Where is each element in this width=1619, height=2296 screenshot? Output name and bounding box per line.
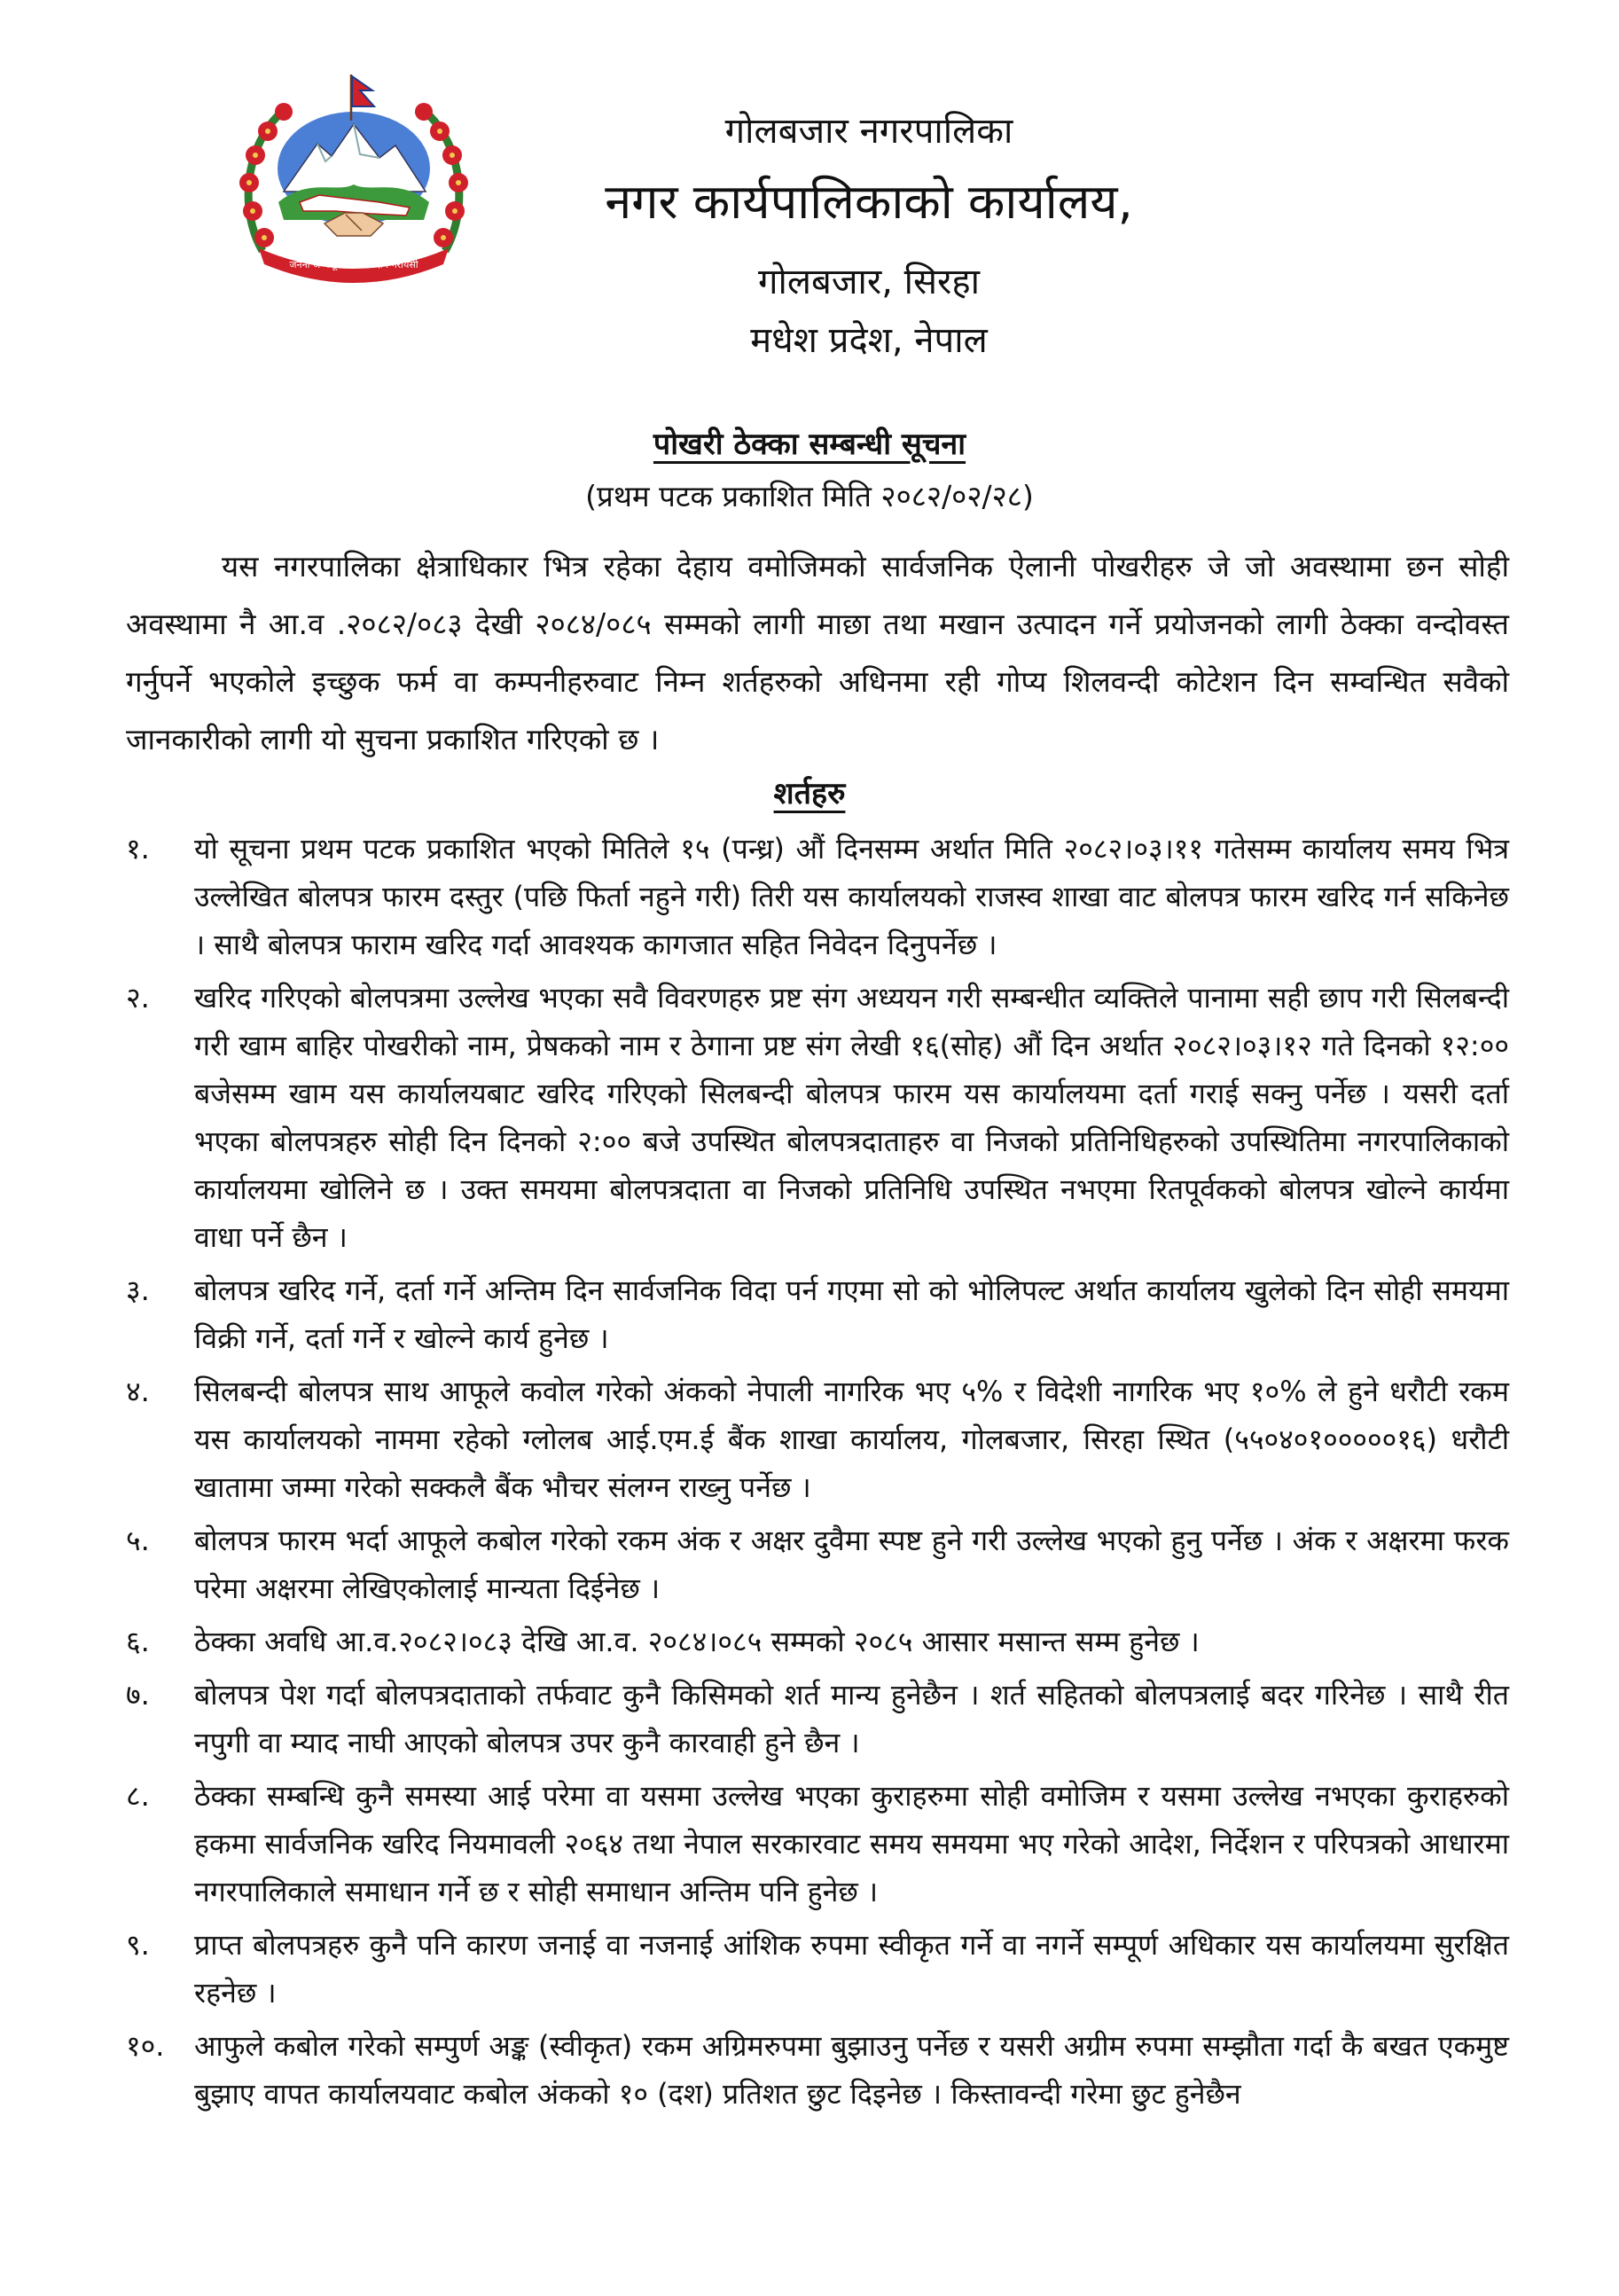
condition-text: बोलपत्र खरिद गर्ने, दर्ता गर्ने अन्तिम दिन सार्वजनिक विदा पर्न गएमा सो को भोलिपल्ट अर्थात कार्यालय खुलेको दिन सोही समयमा विक्री गर्ने, दर्ता गर्ने र खोल्ने कार्य हुनेछ । (194, 1273, 1509, 1355)
condition-item (126, 1772, 1509, 1916)
condition-text: सिलबन्दी बोलपत्र साथ आफूले कवोल गरेको अंकको नेपाली नागरिक भए ५% र विदेशी नागरिक भए १०% ले हुने धरौटी रकम यस कार्यालयको नाममा रहेको ग्लोलब आई.एम.ई बैंक शाखा कार्यालय, गोलबजार, सिरहा स्थित (५५०४०१०००००१६) धरौटी खातामा जम्मा गरेको सक्कलै बैंक भौचर संलग्न राख्नु पर्नेछ । (194, 1375, 1509, 1504)
condition-number: १०. (126, 2029, 165, 2063)
condition-number: ३. (126, 1273, 150, 1307)
publication-date: (प्रथम पटक प्रकाशित मिति २०८२/०२/२८) (585, 479, 1034, 513)
office-province: मधेश प्रदेश, नेपाल (750, 320, 988, 361)
notice-title: पोखरी ठेक्का सम्बन्धी सूचना (653, 427, 966, 462)
condition-item (126, 825, 1509, 968)
condition-number: १. (126, 832, 150, 866)
condition-text: ठेक्का सम्बन्धि कुनै समस्या आई परेमा वा यसमा उल्लेख भएका कुराहरुमा सोही वमोजिम र यसमा उल्लेख नभएका कुराहरुको हकमा सार्वजनिक खरिद नियमावली २०६४ तथा नेपाल सरकारवाट समय समयमा भए गरेको आदेश, निर्देशन र परिपत्रको आधारमा नगरपालिकाले समाधान गर्ने छ र सोही समाधान अन्तिम पनि हुनेछ । (194, 1779, 1509, 1908)
condition-number: ६. (126, 1625, 150, 1658)
condition-text: बोलपत्र फारम भर्दा आफूले कबोल गरेको रकम अंक र अक्षर दुवैमा स्पष्ट हुने गरी उल्लेख भएको हुनु पर्नेछ । अंक र अक्षरमा फरक परेमा अक्षरमा लेखिएकोलाई मान्यता दिईनेछ । (194, 1524, 1509, 1605)
conditions-list (126, 825, 1509, 2123)
condition-number: ८. (126, 1779, 150, 1813)
condition-text: बोलपत्र पेश गर्दा बोलपत्रदाताको तर्फवाट कुनै किसिमको शर्त मान्य हुनेछैन । शर्त सहितको बोलपत्रलाई बदर गरिनेछ । साथै रीत नपुगी वा म्याद नाघी आएको बोलपत्र उपर कुनै कारवाही हुने छैन । (194, 1678, 1509, 1759)
svg-text:जननी जन्मभूमिश्च स्वर्गादपि गर: जननी जन्मभूमिश्च स्वर्गादपि गरीयसी (289, 259, 418, 270)
condition-number: ५. (126, 1524, 150, 1557)
condition-number: २. (126, 981, 150, 1015)
condition-text: खरिद गरिएको बोलपत्रमा उल्लेख भएका सवै विवरणहरु प्रष्ट संग अध्ययन गरी सम्बन्धीत व्यक्तिले पानामा सही छाप गरी सिलबन्दी गरी खाम बाहिर पोखरीको नाम, प्रेषकको नाम र ठेगाना प्रष्ट संग लेखी १६(सोह) औं दिन अर्थात २०८२।०३।१२ गते दिनको १२:०० बजेसम्म खाम यस कार्यालयबाट खरिद गरिएको सिलबन्दी बोलपत्र फारम यस कार्यालयमा दर्ता गराई सक्नु पर्नेछ । यसरी दर्ता भएका बोलपत्रहरु सोही दिन दिनको २:०० बजे उपस्थित बोलपत्रदाताहरु वा निजको प्रतिनिधिहरुको उपस्थितिमा नगरपालिकाको कार्यालयमा खोलिने छ । उक्त समयमा बोलपत्रदाता वा निजको प्रतिनिधि उपस्थित नभएमा रितपूर्वकको बोलपत्र खोल्ने कार्यमा वाधा पर्ने छैन । (194, 981, 1509, 1254)
condition-item (126, 1516, 1509, 1612)
condition-item (126, 1671, 1509, 1767)
conditions-heading: शर्तहरु (773, 776, 846, 811)
condition-text: ठेक्का अवधि आ.व.२०८२।०८३ देखि आ.व. २०८४।०८५ सम्मको २०८५ आसार मसान्त सम्म हुनेछ । (194, 1625, 1200, 1658)
condition-number: ४. (126, 1375, 150, 1408)
nepal-emblem-logo (238, 69, 470, 284)
condition-item (126, 2022, 1509, 2118)
condition-item (126, 1921, 1509, 2017)
office-name: नगर कार्यपालिकाको कार्यालय, (605, 174, 1133, 230)
condition-item (126, 1367, 1509, 1511)
condition-text: आफुले कबोल गरेको सम्पुर्ण अङ्क (स्वीकृत) रकम अग्रिमरुपमा बुझाउनु पर्नेछ र यसरी अग्रीम रुपमा सम्झौता गर्दा कै बखत एकमुष्ट बुझाए वापत कार्यालयवाट कबोल अंकको १० (दश) प्रतिशत छुट दिइनेछ । किस्तावन्दी गरेमा छुट हुनेछैन (194, 2029, 1509, 2111)
condition-item (126, 1618, 1509, 1665)
intro-paragraph: यस नगरपालिका क्षेत्राधिकार भित्र रहेका देहाय वमोजिमको सार्वजनिक ऐलानी पोखरीहरु जे जो अवस्थामा छन सोही अवस्थामा नै आ.व .२०८२/०८३ देखी २०८४/०८५ सम्मको लागी माछा तथा मखान उत्पादन गर्ने प्रयोजनको लागी ठेक्का वन्दोवस्त गर्नुपर्ने भएकोले इच्छुक फर्म वा कम्पनीहरुवाट निम्न शर्तहरुको अधिनमा रही गोप्य शिलवन्दी कोटेशन दिन सम्वन्धित सवैको जानकारीको लागी यो सुचना प्रकाशित गरिएको छ । (126, 549, 1509, 756)
condition-text: यो सूचना प्रथम पटक प्रकाशित भएको मितिले १५ (पन्ध्र) औं दिनसम्म अर्थात मिति २०८२।०३।११ गतेसम्म कार्यालय समय भित्र उल्लेखित बोलपत्र फारम दस्तुर (पछि फिर्ता नहुने गरी) तिरी यस कार्यालयको राजस्व शाखा वाट बोलपत्र फारम खरिद गर्न सकिनेछ । साथै बोलपत्र फाराम खरिद गर्दा आवश्यक कागजात सहित निवेदन दिनुपर्नेछ । (194, 832, 1509, 961)
office-address: गोलबजार, सिरहा (757, 262, 981, 302)
condition-item (126, 1266, 1509, 1362)
municipality-name: गोलबजार नगरपालिका (724, 111, 1013, 152)
condition-text: प्राप्त बोलपत्रहरु कुनै पनि कारण जनाई वा नजनाई आंशिक रुपमा स्वीकृत गर्ने वा नगर्ने सम्पूर्ण अधिकार यस कार्यालयमा सुरक्षित रहनेछ । (194, 1928, 1509, 2010)
condition-item (126, 974, 1509, 1261)
condition-number: ७. (126, 1678, 150, 1712)
condition-number: ९. (126, 1928, 150, 1962)
